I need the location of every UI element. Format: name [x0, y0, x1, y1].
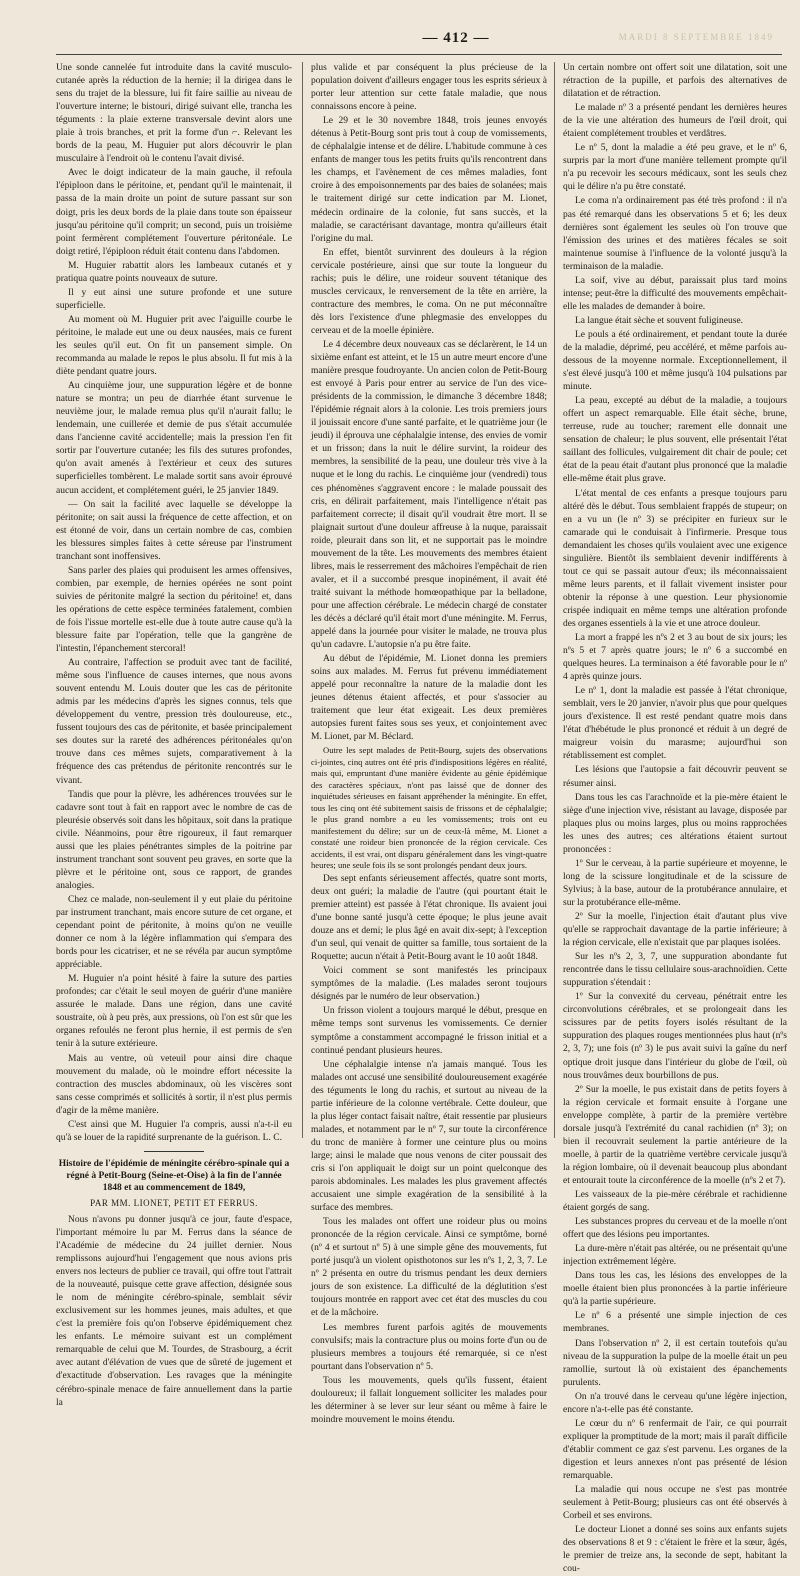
paragraph: Sur les nºs 2, 3, 7, une suppuration abondante fut rencontrée dans le tissu cellulaire sous-arachnoïdien. Cette suppuration s'étendait :: [563, 952, 787, 989]
paragraph: Outre les sept malades de Petit-Bourg, sujets des observations ci-jointes, cinq autres ont été pris d'indispositions légères en réalité, mais qui, empruntant d'une manière évidente au génie épidémique des caractères spéciaux, n'ont pas laissé que de donner des inquiétudes sérieuses en faisant appréhender la méningite. En effet, tous les cinq ont été subitement saisis de frissons et de céphalalgie; le plus grand nombre a eu les vomissements; trois ont eu manifestement du délire; sur un de ceux-là même, M. Lionet a constaté une roideur bien prononcée de la région cervicale. Ces accidents, il est vrai, ont disparu généralement dans les vingt-quatre heures; une seule fois ils se sont prolongés pendant deux jours.: [311, 745, 547, 871]
paragraph: Sans parler des plaies qui produisent les armes offensives, combien, par exemple, de hernies opérées ne sont point suivies de péritonite malgré la section du péritoine! et, dans les opérations de cette espèce terminées fatalement, combien de fois l'issue mortelle est-elle due à toute autre cause qu'à la blessure faite par l'opération, telle que la gangrène de l'intestin, l'épanchement stercoral!: [56, 565, 292, 655]
section-separator: [144, 1151, 204, 1152]
paragraph: Le nº 5, dont la maladie a été peu grave, et le nº 6, surpris par la mort d'une manière tellement prompte qu'il n'a pu recevoir les secours médicaux, sont les seuls chez qui le délire n'a pu être constaté.: [563, 143, 787, 193]
paragraph: La peau, excepté au début de la maladie, a toujours offert un aspect remarquable. Elle était sèche, brune, terreuse, rude au toucher; rarement elle donnait une sensation de chaleur; le plus souvent, elle présentait l'état saillant des follicules, vulgairement dit chair de poule; cet état de la peau était d'autant plus prononcé que la maladie elle-même était plus grave.: [563, 396, 787, 485]
paragraph: Tandis que pour la plèvre, les adhérences trouvées sur le cadavre sont tout à fait en rapport avec le nombre de cas de pleurésie observés soit dans les hôpitaux, soit dans la pratique civile. Néanmoins, pour être rigoureux, il faut remarquer aussi que les plaies pénétrantes simples de la poitrine par instrument tranchant sont souvent peu graves, en sorte que la plèvre et le péritoine ont, sous ce rapport, de grandes analogies.: [56, 789, 292, 891]
page-header: [56, 28, 782, 55]
paragraph: Les substances propres du cerveau et de la moelle n'ont offert que des lésions peu importantes.: [563, 1217, 787, 1241]
paragraph: M. Huguier n'a point hésité à faire la suture des parties profondes; car c'était le seul moyen de guérir d'une manière assurée le malade. Dans une région, dans une cavité soustraite, où à peu près, aux pressions, où l'on est sûr que les organes refoulés ne feront plus hernie, il est permis de s'en tenir à la suture extérieure.: [56, 974, 292, 1050]
paragraph: Le nº 6 a présenté une simple injection de ces membranes.: [563, 1311, 787, 1335]
article-heading: [56, 1158, 292, 1210]
paragraph: Le malade nº 3 a présenté pendant les dernières heures de la vie une altération des humeurs de l'œil droit, qui étaient complétement troubles et verdâtres.: [563, 103, 787, 140]
paragraph: La langue était sèche et souvent fuligineuse.: [575, 315, 744, 326]
paragraph: Au cinquième jour, une suppuration légère et de bonne nature se montra; un peu de diarrhée étant survenue le neuvième jour, le malade remua plus qu'il n'aurait fallu; le lendemain, une cuillerée et demie de pus s'était accumulée dans l'ancienne cavité accidentelle; mais la pression l'en fit sortir par l'ouverture cutanée; les fils des sutures profondes, qu'on avait amenés à l'extérieur et ceux des sutures superficielles tombèrent. Le malade sortit sans avoir éprouvé aucun accident, et complétement guéri, le 25 janvier 1849.: [56, 381, 292, 496]
article-authors: PAR MM. LIONET, PETIT ET FERRUS.: [90, 1197, 258, 1208]
column-1: [56, 62, 292, 1408]
paragraph: Dans tous les cas l'arachnoïde et la pie-mère étaient le siège d'une injection vive, résistant au lavage, disposée par plaques plus ou moins larges, plus ou moins rapprochées les unes des autres; ces altérations étaient surtout prononcées :: [563, 792, 787, 855]
paragraph: 2º Sur la moelle, le pus existait dans de petits foyers à la région cervicale et formait ensuite à l'organe une enveloppe complète, à partir de la première vertèbre dorsale jusqu'à l'extrémité du canal rachidien (nº 3); on bien il recouvrait seulement la partie antérieure de la moelle, à partir de la quatrième vertèbre cervicale jusqu'à la région lombaire, où il devenait beaucoup plus abondant et entourait toute la circonférence de la moelle (nºs 2 et 7).: [563, 1084, 787, 1186]
paragraph: Tous les mouvements, quels qu'ils fussent, étaient douloureux; il fallait longuement solliciter les malades pour les déterminer à se lever sur leur séant ou même à faire le moindre mouvement le moins étendu.: [311, 1375, 547, 1425]
paragraph: Avec le doigt indicateur de la main gauche, il refoula l'épiploon dans le péritoine, et, pendant qu'il le maintenait, il passa de la main droite un point de suture passant sur son doigt, pris les deux bords de la plaie dans toute son épaisseur jusqu'au péritoine qu'il comprit; un second, puis un troisième point fermèrent complétement l'ouverture péritonéale. Le doigt retiré, l'épiploon réduit était contenu dans l'abdomen.: [56, 168, 292, 257]
paragraph: Des sept enfants sérieusement affectés, quatre sont morts, deux ont guéri; la maladie de l'autre (qui pourtant était le premier atteint) est passée à l'état chronique. Ils avaient joui d'une bonne santé jusqu'à cette époque; le plus jeune avait douze ans et demi; le plus âgé en avait dix-sept; à l'exception d'un seul, qui venait de quitter sa famille, tous sortaient de la Roquette; aucun n'était à Petit-Bourg avant le 10 août 1848.: [311, 873, 547, 963]
paragraph: On n'a trouvé dans le cerveau qu'une légère injection, encore n'a-t-elle pas été constante.: [563, 1391, 787, 1415]
paragraph: Le docteur Lionet a donné ses soins aux enfants sujets des observations 8 et 9 : c'étaient le frère et la sœur, âgés, le premier de treize ans, la seconde de sept, habitant la cou-: [563, 1525, 787, 1575]
paragraph: Une sonde cannelée fut introduite dans la cavité musculo-cutanée après la réduction de la hernie; il la dirigea dans le sens du trajet de la blessure, lui fit faire saillie au niveau de l'ouverture interne; le bistouri, dirigé suivant elle, trancha les téguments : la plaie externe transversale devint alors une plaie à trois branches, et prit la forme d'un ⌐. Relevant les bords de la peau, M. Huguier put alors découvrir le plan musculaire à l'endroit où le contenu l'avait divisé.: [56, 63, 292, 165]
paragraph: Voici comment se sont manifestés les principaux symptômes de la maladie. (Les malades seront toujours désignés par le numéro de leur observation.): [311, 966, 547, 1003]
article-title: Histoire de l'épidémie de méningite cérébro-spinale qui a régné à Petit-Bourg (Seine-et-Oise) à la fin de l'année 1848 et au commencement de 1849,: [58, 1158, 290, 1193]
paragraph: Il y eut ainsi une suture profonde et une suture superficielle.: [56, 287, 292, 311]
paragraph: 1º Sur le cerveau, à la partie supérieure et moyenne, le long de la scissure longitudinale et de la scissure de Sylvius; à la base, autour de la protubérance annulaire, et sur la protubérance elle-même.: [563, 858, 787, 908]
paragraph: Au moment où M. Huguier prit avec l'aiguille courbe le péritoine, le malade eut une ou deux nausées, mais ce furent les seules qu'il eut. On fit un pansement simple. On recommanda au malade le repos le plus absolu. Il fut mis à la diète pendant quatre jours.: [56, 314, 292, 378]
paragraph: Chez ce malade, non-seulement il y eut plaie du péritoine par instrument tranchant, mais encore suture de cet organe, et cependant point de péritonite, à moins qu'on ne veuille donner ce nom à la légère inflammation qui s'empara des bords pour les cicatriser, et ne se révéla par aucun symptôme appréciable.: [56, 894, 292, 971]
paragraph: La soif, vive au début, paraissait plus tard moins intense; peut-être la difficulté des mouvements empêchait-elle les malades de demander à boire.: [563, 275, 787, 312]
paragraph: Le nº 1, dont la maladie est passée à l'état chronique, semblait, vers le 20 janvier, n'avoir plus que pour quelques jours d'existence. Il est resté pendant quatre mois dans l'état d'hébétude le plus prononcé et réduit à un degré de maigreur voisin du marasme; aujourd'hui son rétablissement est complet.: [563, 686, 787, 762]
column-divider: [302, 62, 303, 1138]
paragraph: Dans tous les cas, les lésions des enveloppes de la moelle étaient bien plus prononcées à la partie inférieure qu'à la partie supérieure.: [563, 1271, 787, 1308]
paragraph: Le 29 et le 30 novembre 1848, trois jeunes envoyés détenus à Petit-Bourg sont pris tout à coup de vomissements, de céphalalgie intense et de délire. L'habitude commune à ces enfants de manger tous les petits fruits qu'ils rencontrent dans les champs, et l'avènement de ces mêmes maladies, font croire à des empoisonnements par des baies de solanées; mais le traitement dirigé sur cette indication par M. Lionet, médecin ordinaire de la colonie, fut sans succès, et la maladie, se caractérisant davantage, montra qu'ailleurs était l'origine du mal.: [311, 116, 547, 244]
paragraph: Dans l'observation nº 2, il est certain toutefois qu'au niveau de la suppuration la pulpe de la moelle était un peu ramollie, surtout là où existaient des épanchements purulents.: [563, 1338, 787, 1388]
paragraph: Tous les malades ont offert une roideur plus ou moins prononcée de la région cervicale. Ainsi ce symptôme, borné (nº 4 et surtout nº 5) à une simple gêne des mouvements, fut porté jusqu'à un violent opisthotonos sur les nºs 1, 2, 3, 7. Le nº 2 présenta en outre du trismus pendant les deux derniers jours de son existence. La difficulté de la déglutition s'est toujours montrée en rapport avec cet état des muscles du cou et de la mâchoire.: [311, 1217, 547, 1319]
paragraph: plus valide et par conséquent la plus précieuse de la population doivent d'ailleurs engager tous les esprits sérieux à porter leur attention sur cette fatale maladie, que nous connaissons encore à peine.: [311, 63, 547, 113]
paragraph: Une céphalalgie intense n'a jamais manqué. Tous les malades ont accusé une sensibilité douloureusement exagérée des téguments le long du rachis, et surtout au niveau de la partie inférieure de la colonne vertébrale. Cette douleur, que la plus léger contact faisait naître, était ressentie par plusieurs malades, et notamment par le nº 7, sur toute la circonférence du tronc de manière à former une ceinture plus ou moins large; ainsi le malade que nous venons de citer poussait des cris si l'on appliquait le doigt sur un point quelconque des parois abdominales. Les malades les plus gravement affectés accusaient une simple exagération de la sensibilité à la surface des membres.: [311, 1059, 547, 1214]
page-number: — 412 —: [422, 30, 490, 46]
paragraph: Un frisson violent a toujours marqué le début, presque en même temps sont survenus les vomissements. Ce dernier symptôme a constamment accompagné le frisson initial et a continué pendant plusieurs heures.: [311, 1006, 547, 1056]
paragraph: Le cœur du nº 6 renfermait de l'air, ce qui pourrait expliquer la promptitude de la mort; mais il paraît difficile d'établir comment ce gaz s'est parvenu. Les organes de la digestion et leurs annexes n'ont pas présenté de lésion remarquable.: [563, 1418, 787, 1481]
paragraph: La maladie qui nous occupe ne s'est pas montrée seulement à Petit-Bourg; plusieurs cas ont été observés à Corbeil et ses environs.: [563, 1485, 787, 1522]
paragraph: M. Huguier rabattit alors les lambeaux cutanés et y pratiqua quatre points nouveaux de suture.: [56, 260, 292, 284]
paragraph: Au contraire, l'affection se produit avec tant de facilité, même sous l'influence de causes internes, que nous avons souvent entendu M. Louis douter que les cas de péritonite admis par les médecins d'après les signes connus, tels que développement du ventre, pression très douloureuse, etc., fussent toujours des cas de péritonite, et basée principalement ses doutes sur la rareté des adhérences péritonéales qu'on trouve dans ces mêmes sujets, comparativement à la fréquence des cas prétendus de péritonite rencontrés sur le vivant.: [56, 658, 292, 786]
paragraph: La mort a frappé les nºs 2 et 3 au bout de six jours; les nºs 5 et 7 après quatre jours; le nº 6 a succombé en quelques heures. La terminaison a été favorable pour le nº 4 après quinze jours.: [563, 633, 787, 683]
paragraph: Le coma n'a ordinairement pas été très profond : il n'a pas été remarqué dans les observations 5 et 6; les deux dernières sont également les seules où l'on trouve que l'émission des urines et des matières fécales se soit maintenue soumise à l'influence de la volonté jusqu'à la terminaison de la maladie.: [563, 196, 787, 272]
paragraph: Les membres furent parfois agités de mouvements convulsifs; mais la contracture plus ou moins forte d'un ou de plusieurs membres a toujours été remarquée, si ce n'est pourtant dans l'observation nº 5.: [311, 1322, 547, 1372]
paragraph: Les lésions que l'autopsie a fait découvrir peuvent se résumer ainsi.: [563, 765, 787, 789]
paragraph: — On sait la facilité avec laquelle se développe la péritonite; on sait aussi la fréquence de cette affection, et on est étonné de voir, dans un certain nombre de cas, combien les blessures simples faites à cette séreuse par l'instrument tranchant sont inoffensives.: [56, 499, 292, 562]
column-divider: [554, 62, 555, 1138]
paragraph: La dure-mère n'était pas altérée, ou ne présentait qu'une injection extrêmement légère.: [563, 1244, 787, 1268]
paragraph: 2º Sur la moelle, l'injection était d'autant plus vive qu'elle se rapprochait davantage de la partie inférieure; à la région cervicale, elle n'existait que par plaques isolées.: [563, 912, 787, 949]
paragraph: Un certain nombre ont offert soit une dilatation, soit une rétraction de la pupille, et parfois des alternatives de dilatation et de rétraction.: [563, 63, 787, 100]
column-2: [311, 62, 547, 1425]
paragraph: Le 4 décembre deux nouveaux cas se déclarèrent, le 14 un sixième enfant est atteint, et le 15 un autre meurt encore d'une manière presque foudroyante. Un ancien colon de Petit-Bourg est envoyé à Paris pour entrer au service de l'un des vice-présidents de la commission, le dimanche 3 décembre 1848; l'épidémie régnait alors à la colonie. Les trois premiers jours il jouissait encore d'une santé parfaite, et le quatrième jour (le jeudi) il éprouva une céphalalgie intense, des envies de vomir et un frisson; dans la nuit le délire survint, la roideur des membres, la sensibilité de la peau, une douleur très vive à la nuque et le long du rachis. Le cinquième jour (vendredi) tous ces phénomènes s'aggravent encore : le malade poussait des cris, en délirait parfaitement, mais l'intelligence n'était pas parfaitement correcte; il disait qu'il voudrait être mort. Il se plaignait surtout d'une douleur affreuse à la nuque, paraissait roide, pleurait dans son lit, et ne supportait pas le moindre mouvement de la tête. Les mouvements des membres étaient libres, mais le resserrement des mâchoires l'empêchait de rien avaler, et il a succombé presque inopinément, il avait été traité suivant la méthode homœopathique par la belladone, pour une affection cérébrale. Le médecin chargé de constater les décès a déclaré qu'il était mort d'une méningite. M. Ferrus, appelé dans la journée pour visiter le malade, ne trouva plus qu'un cadavre. L'autopsie n'a pu être faite.: [311, 339, 547, 651]
paragraph: Mais au ventre, où veteuil pour ainsi dire chaque mouvement du malade, où le moindre effort nécessite la contraction des muscles abdominaux, où les viscères sont sans cesse comprimés et sollicités à sortir, il n'est plus permis d'agir de la même manière.: [56, 1053, 292, 1116]
bleed-through-text: MARDI 8 SEPTEMBRE 1849: [618, 32, 774, 42]
paragraph: Les vaisseaux de la pie-mère cérébrale et rachidienne étaient gorgés de sang.: [563, 1189, 787, 1214]
paragraph: Nous n'avons pu donner jusqu'à ce jour, faute d'espace, l'important mémoire lu par M. Ferrus dans la séance de l'Académie de médecine du 24 juillet dernier. Nous remplissons aujourd'hui l'engagement que nous avions pris envers nos lecteurs de publier ce travail, qui offre tout l'attrait de la nouveauté, puisque cette grave affection, désignée sous le nom de méningite cérébro-spinale, semblait sévir exclusivement sur les hommes jeunes, mais adultes, et que c'est la première fois qu'on l'observe épidémiquement chez les enfants. Le mémoire suivant est un complément remarquable de celui que M. Tourdes, de Strasbourg, a écrit avec autant d'élévation de vues que de sûreté de jugement et d'exactitude d'observation. Les ravages que la méningite cérébro-spinale menace de faire annuellement dans la partie la: [56, 1214, 292, 1408]
paragraph: 1º Sur la convexité du cerveau, pénétrait entre les circonvolutions cérébrales, et se prolongeait dans les scissures par de petits foyers isolés résultant de la suppuration des plaques rouges mentionnées plus haut (nºs 2, 3, 7); une fois (nº 3) le pus avait suivi la gaîne du nerf optique droit jusque dans l'intérieur du globe de l'œil, où nous trouvâmes deux bourbillons de pus.: [563, 992, 787, 1081]
paragraph: C'est ainsi que M. Huguier l'a compris, aussi n'a-t-il eu qu'à se louer de la rapidité surprenante de la guérison. L. C.: [56, 1119, 292, 1143]
paragraph: En effet, bientôt survinrent des douleurs à la région cervicale postérieure, ainsi que sur toute la longueur du rachis; puis le délire, une roideur souvent tétanique des muscles cervicaux, le renversement de la tête en arrière, la contracture des membres, le coma. On ne put méconnaître dès lors l'existence d'une phlegmasie des enveloppes du cerveau et de la moelle épinière.: [311, 247, 547, 336]
paragraph: L'état mental de ces enfants a presque toujours paru altéré dès le début. Tous semblaient frappés de stupeur; on en a vu un (le nº 3) se précipiter en furieux sur le camarade qui le conduisait à l'infirmerie. Presque tous demandaient les choses qu'ils voulaient avec une exigence singulière. Bientôt ils semblaient devenir indifférents à tout ce qui se passait autour d'eux; ils méconnaissaient même leurs parents, et il fallait vivement insister pour obtenir la réponse à une question. Leur physionomie crispée indiquait en même temps une altération profonde des organes essentiels à la vie et une atroce douleur.: [563, 488, 787, 629]
paragraph: Au début de l'épidémie, M. Lionet donna les premiers soins aux malades. M. Ferrus fut prévenu immédiatement appelé pour reconnaître la nature de la maladie dont les jeunes détenus étaient affectés, et pour s'associer au traitement que leur état exigeait. Les deux premières autopsies furent faites sous ses yeux, et conjointement avec M. Lionet, par M. Béclard.: [311, 654, 547, 743]
column-3: [563, 62, 787, 1575]
paragraph: Le pouls a été ordinairement, et pendant toute la durée de la maladie, déprimé, peu accéléré, et même parfois au-dessous de la moyenne normale. Exceptionnellement, il s'est élevé jusqu'à 100 et même jusqu'à 104 pulsations par minute.: [563, 329, 787, 393]
